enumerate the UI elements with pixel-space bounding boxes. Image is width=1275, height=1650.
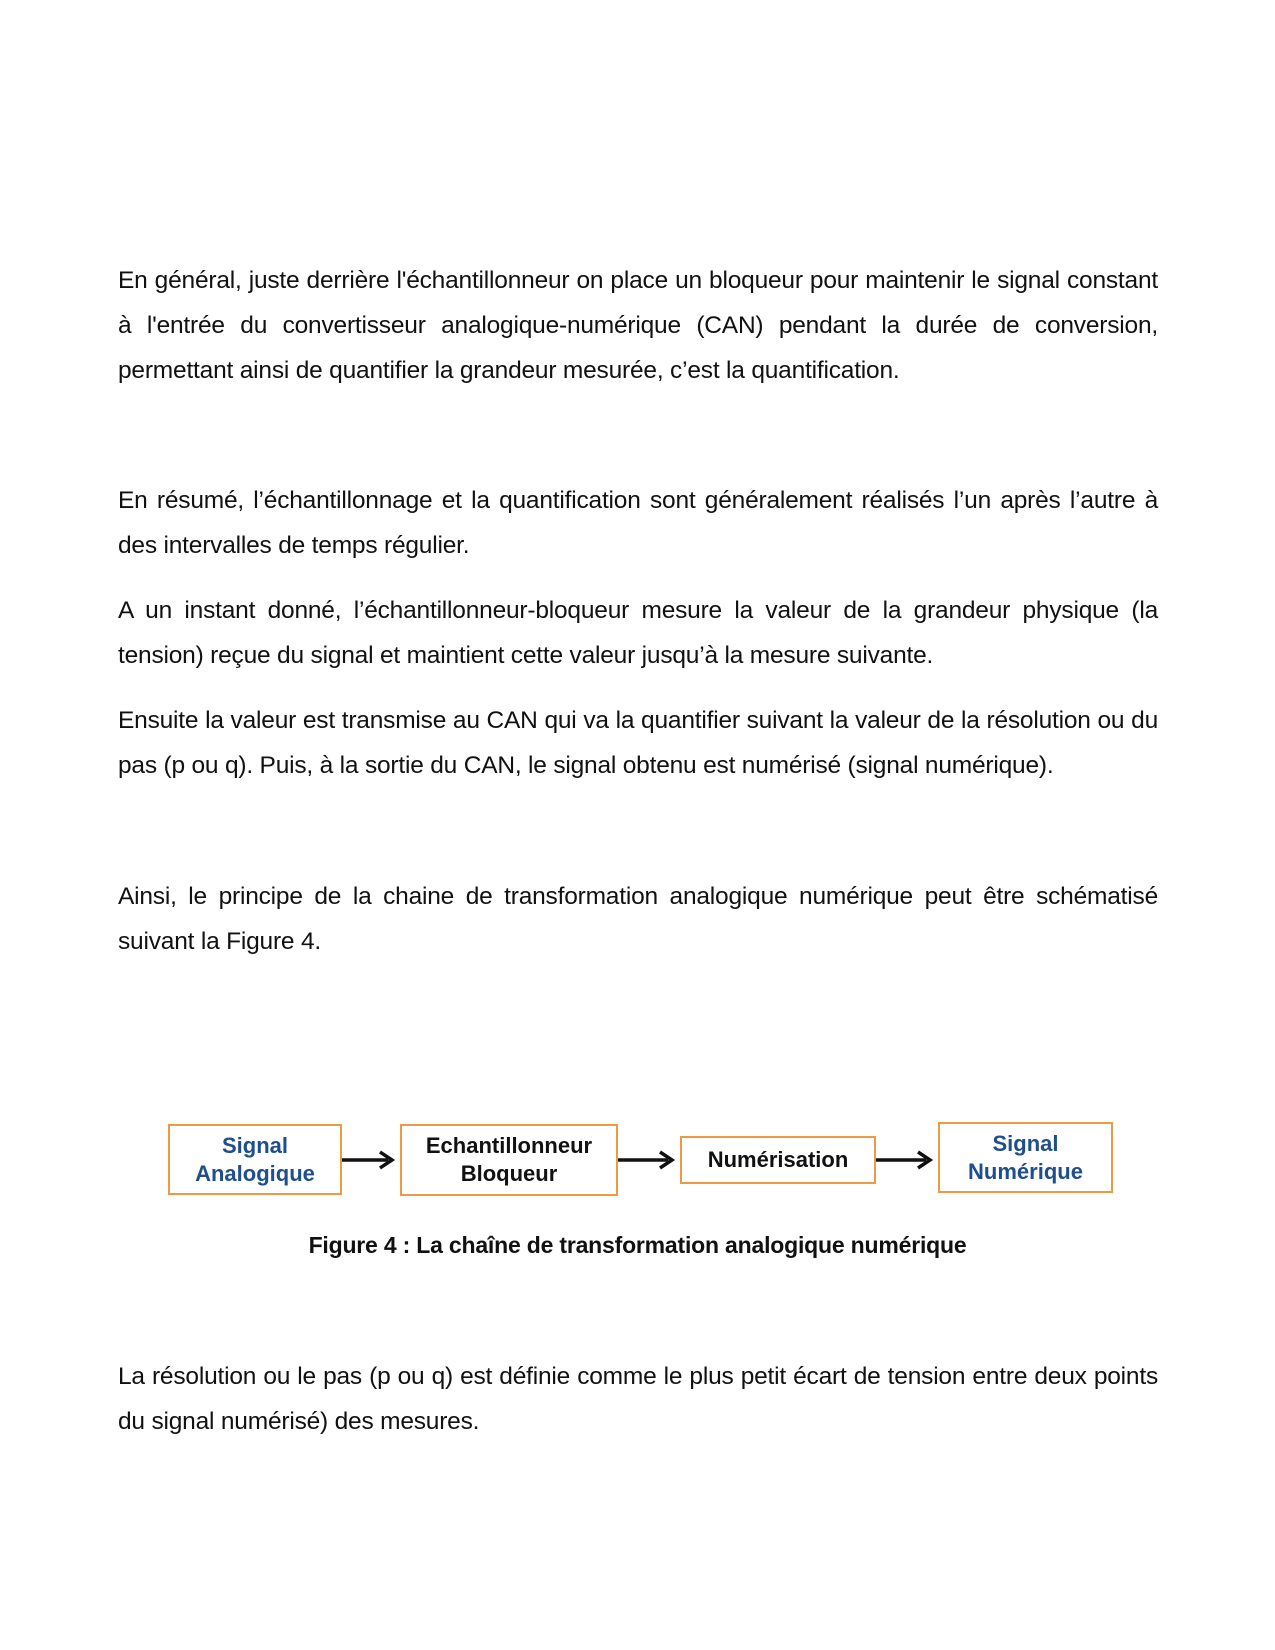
arrow-right-icon: [876, 1148, 938, 1172]
box-signal-numerique-line1: Signal: [992, 1130, 1059, 1156]
box-signal-analogique-line2: Analogique: [195, 1160, 315, 1186]
box-signal-numerique: [938, 1122, 1113, 1193]
box-echantillonneur-bloqueur: [400, 1124, 618, 1196]
paragraph-can: Ensuite la valeur est transmise au CAN qui va la quantifier suivant la valeur de la résolution ou du pas (p ou q). Puis, à la sortie du CAN, le signal obtenu est numérisé (signal numérique).: [118, 707, 1158, 779]
box-signal-analogique-line1: Signal: [221, 1132, 288, 1158]
paragraph-bloqueur: En général, juste derrière l'échantillonneur on place un bloqueur pour maintenir le signal constant à l'entrée du convertisseur analogique-numérique (CAN) pendant la durée de conversion, permettant ainsi de quantifier la grandeur mesurée, c’est la quantification.: [118, 267, 1158, 384]
box-signal-numerique-line2: Numérique: [968, 1158, 1083, 1184]
figure-4-caption: Figure 4 : La chaîne de transformation analogique numérique: [308, 1232, 967, 1258]
paragraph-principe: Ainsi, le principe de la chaine de transformation analogique numérique peut être schématisé suivant la Figure 4.: [118, 883, 1158, 955]
arrow-right-icon: [342, 1148, 400, 1172]
box-numerisation-label: Numérisation: [707, 1147, 849, 1172]
box-echantillonneur-line2: Bloqueur: [460, 1161, 558, 1186]
box-echantillonneur-line1: Echantillonneur: [425, 1133, 593, 1158]
paragraph-resolution: La résolution ou le pas (p ou q) est définie comme le plus petit écart de tension entre deux points du signal numérisé) des mesures.: [118, 1363, 1158, 1435]
arrow-right-icon: [618, 1148, 680, 1172]
paragraph-echantillonneur-bloqueur: A un instant donné, l’échantillonneur-bloqueur mesure la valeur de la grandeur physique (la tension) reçue du signal et maintient cette valeur jusqu’à la mesure suivante.: [118, 597, 1158, 669]
box-signal-analogique: [168, 1124, 342, 1195]
box-numerisation: [680, 1136, 876, 1184]
paragraph-resume: En résumé, l’échantillonnage et la quantification sont généralement réalisés l’un après l’autre à des intervalles de temps régulier.: [118, 487, 1158, 559]
